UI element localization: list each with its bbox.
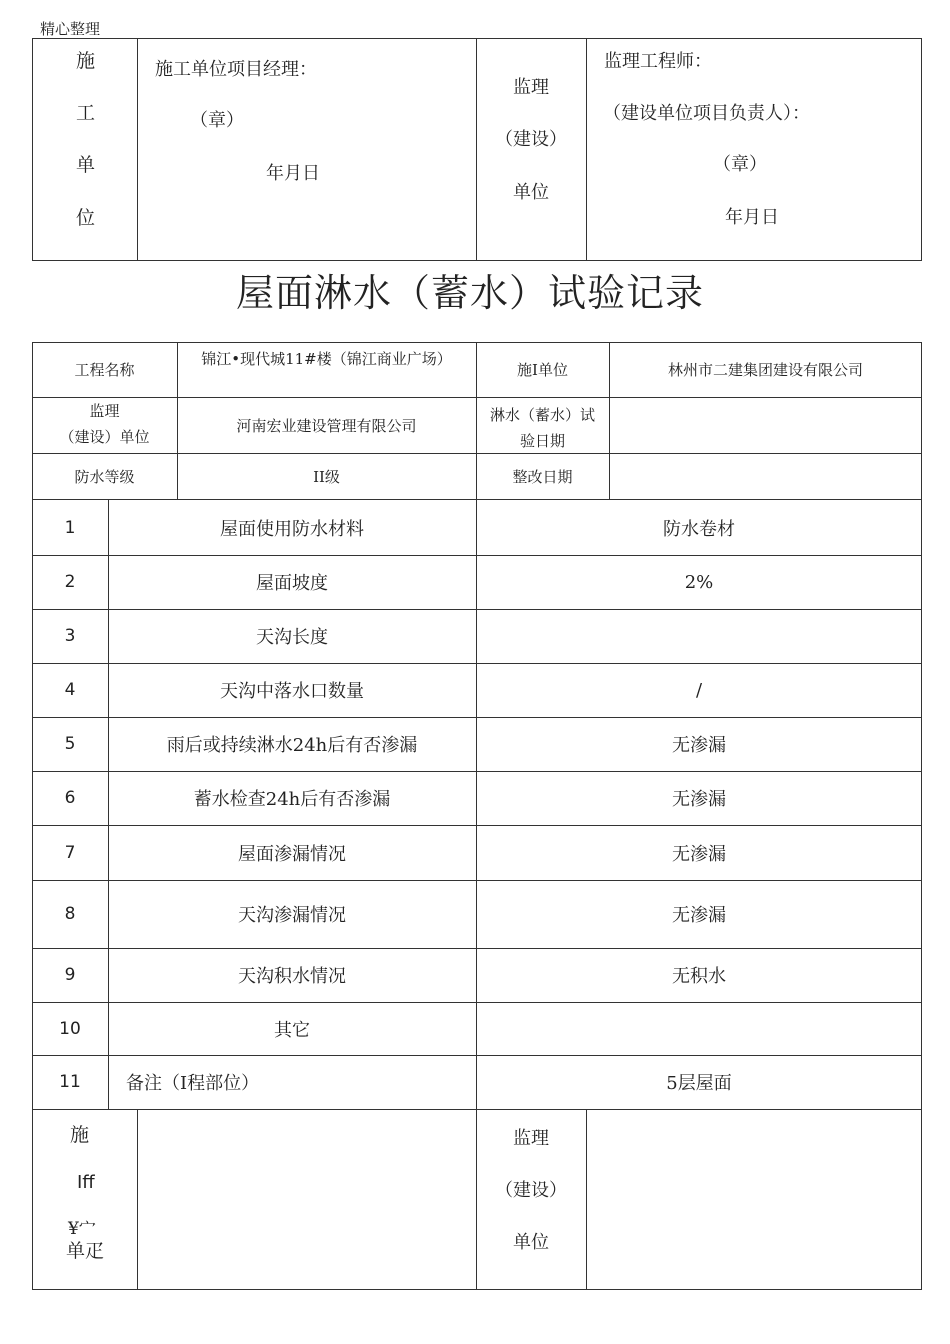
row-value: 5层屋面 [666,1073,732,1094]
row-number: 3 [64,626,76,646]
row-value: 2% [684,571,714,593]
contractor-label: 施I单位 [517,361,568,379]
row-number: 1 [64,517,76,538]
grade-value: II级 [313,468,340,486]
test-date-label-2: 验日期 [519,432,565,450]
test-date-label-1: 淋水（蓄水）试 [489,406,595,424]
page-title: 屋面淋水（蓄水）试验记录 [235,271,704,315]
row-value: 无积水 [672,966,726,987]
bottom-supervision-1: 监理 [513,1128,549,1149]
row-item: 天沟中落水口数量 [220,681,364,702]
row-number: 7 [64,842,76,863]
row-item: 天沟渗漏情况 [238,905,346,926]
bottom-left-label-3: ¥宀 [68,1219,96,1239]
engineer-label: 监理工程师： [604,51,712,72]
bottom-supervision-3: 单位 [513,1232,549,1253]
row-item: 其它 [274,1019,310,1041]
bottom-left-label-2: Iff [77,1172,95,1193]
manager-label: 施工单位项目经理： [155,59,317,80]
top-left-label-3: 单 [76,154,96,176]
bottom-left-label-4: 单疋 [66,1240,105,1262]
supervisor-label-1: 监理 [89,402,120,420]
row-item: 天沟积水情况 [238,966,346,987]
row-number: 2 [64,572,76,592]
seal-left: （章） [190,110,244,131]
row-number: 8 [64,904,76,924]
row-item: 备注（I程部位） [126,1073,260,1094]
supervision-label-1: 监理 [513,77,549,98]
row-value: / [695,679,703,701]
row-number: 11 [59,1072,81,1092]
row-number: 4 [64,680,76,700]
contractor-name: 林州市二建集团建设有限公司 [667,361,863,379]
row-value: 无渗漏 [672,789,726,810]
row-value [476,609,922,663]
test-date-value [609,397,922,453]
row-number: 6 [64,788,76,808]
row-item: 天沟长度 [256,627,328,648]
project-name-label: 工程名称 [74,361,135,379]
row-number: 9 [64,965,76,985]
date-left: 年月日 [266,163,320,184]
top-left-label-2: 工 [76,102,96,124]
top-left-label-1: 施 [76,50,96,72]
row-value [476,1002,922,1055]
row-item: 屋面坡度 [256,573,328,594]
project-name: 锦江•现代城11#楼（锦江商业广场） [201,350,452,368]
row-item: 雨后或持续淋水24h后有否渗漏 [166,735,418,756]
supervisor-name: 河南宏业建设管理有限公司 [236,416,417,435]
row-value: 无渗漏 [672,843,726,865]
top-left-label-4: 位 [76,207,96,229]
supervision-label-2: （建设） [495,129,567,150]
row-item: 蓄水检查24h后有否渗漏 [193,789,391,810]
rectify-date-value [609,453,922,500]
supervision-label-3: 单位 [513,182,549,203]
row-value: 无渗漏 [672,905,726,926]
bottom-supervision-2: （建设） [495,1180,567,1201]
rectify-label: 整改日期 [512,468,573,486]
date-right: 年月日 [725,207,779,228]
seal-right: （章） [713,154,767,175]
row-value: 无渗漏 [672,735,726,756]
bottom-left-label-1: 施 [70,1124,90,1146]
supervisor-label-2: （建设）单位 [59,428,150,446]
owner-label: （建设单位项目负责人）： [603,103,810,124]
header-note: 精心整理 [40,20,101,38]
row-number: 10 [59,1018,81,1039]
row-item: 屋面使用防水材料 [220,518,364,540]
row-number: 5 [64,734,76,754]
row-value: 防水卷材 [663,518,735,540]
row-item: 屋面渗漏情况 [238,843,346,865]
grade-label: 防水等级 [74,468,135,486]
